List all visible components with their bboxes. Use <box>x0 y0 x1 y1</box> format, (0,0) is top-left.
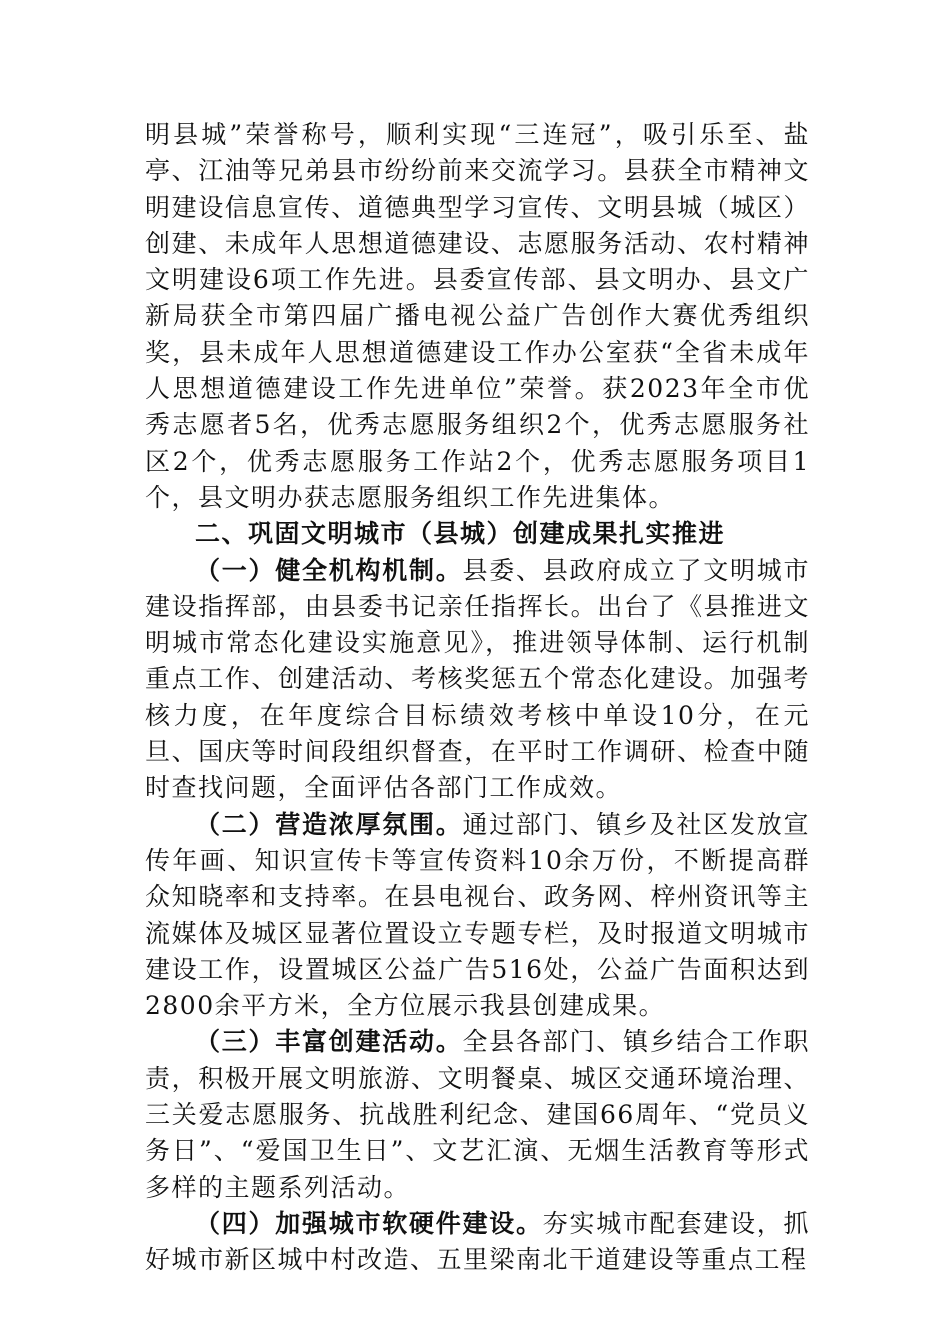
paragraph-1: 明县城”荣誉称号，顺利实现“三连冠”，吸引乐至、盐亭、江油等兄弟县市纷纷前来交流学习。县获全市精神文明建设信息宣传、道德典型学习宣传、文明县城（城区）创建、未成年人思想道德建设、志愿服务活动、农村精神文明建设6项工作先进。县委宣传部、县文明办、县文广新局获全市第四届广播电视公益广告创作大赛优秀组织奖，县未成年人思想道德建设工作办公室获“全省未成年人思想道德建设工作先进单位”荣誉。获2023年全市优秀志愿者5名，优秀志愿服务组织2个，优秀志愿服务社区2个，优秀志愿服务工作站2个，优秀志愿服务项目1个，县文明办获志愿服务组织工作先进集体。 <box>145 120 810 512</box>
paragraph-item-3 <box>145 1024 810 1205</box>
paragraph-item-1 <box>145 553 810 807</box>
item-3-lead: （三）丰富创建活动。 <box>195 1027 463 1057</box>
paragraph-item-4 <box>145 1206 810 1279</box>
item-2-body: 通过部门、镇乡及社区发放宣传年画、知识宣传卡等宣传资料10余万份，不断提高群众知晓率和支持率。在县电视台、政务网、梓州资讯等主流媒体及城区显著位置设立专题专栏，及时报道文明城市建设工作，设置城区公益广告516处，公益广告面积达到2800余平方米，全方位展示我县创建成果。 <box>145 809 810 1021</box>
document-body <box>145 117 810 1279</box>
item-3-body: 全县各部门、镇乡结合工作职责，积极开展文明旅游、文明餐桌、城区交通环境治理、三关爱志愿服务、抗战胜利纪念、建国66周年、“党员义务日”、“爱国卫生日”、文艺汇演、无烟生活教育等形式多样的主题系列活动。 <box>145 1027 810 1202</box>
paragraph-item-2 <box>145 807 810 1025</box>
item-4-body: 夯实城市配套建设，抓好城市新区城中村改造、五里梁南北干道建设等重点工程 <box>145 1208 810 1275</box>
item-1-lead: （一）健全机构机制。 <box>195 555 463 585</box>
item-1-body: 县委、县政府成立了文明城市建设指挥部，由县委书记亲任指挥长。出台了《县推进文明城市常态化建设实施意见》，推进领导体制、运行机制重点工作、创建活动、考核奖惩五个常态化建设。加强考核力度，在年度综合目标绩效考核中单设10分，在元旦、国庆等时间段组织督查，在平时工作调研、检查中随时查找问题，全面评估各部门工作成效。 <box>145 555 810 803</box>
item-4-lead: （四）加强城市软硬件建设。 <box>195 1208 543 1238</box>
item-2-lead: （二）营造浓厚氛围。 <box>195 809 463 839</box>
section-heading: 二、巩固文明城市（县城）创建成果扎实推进 <box>195 519 726 549</box>
